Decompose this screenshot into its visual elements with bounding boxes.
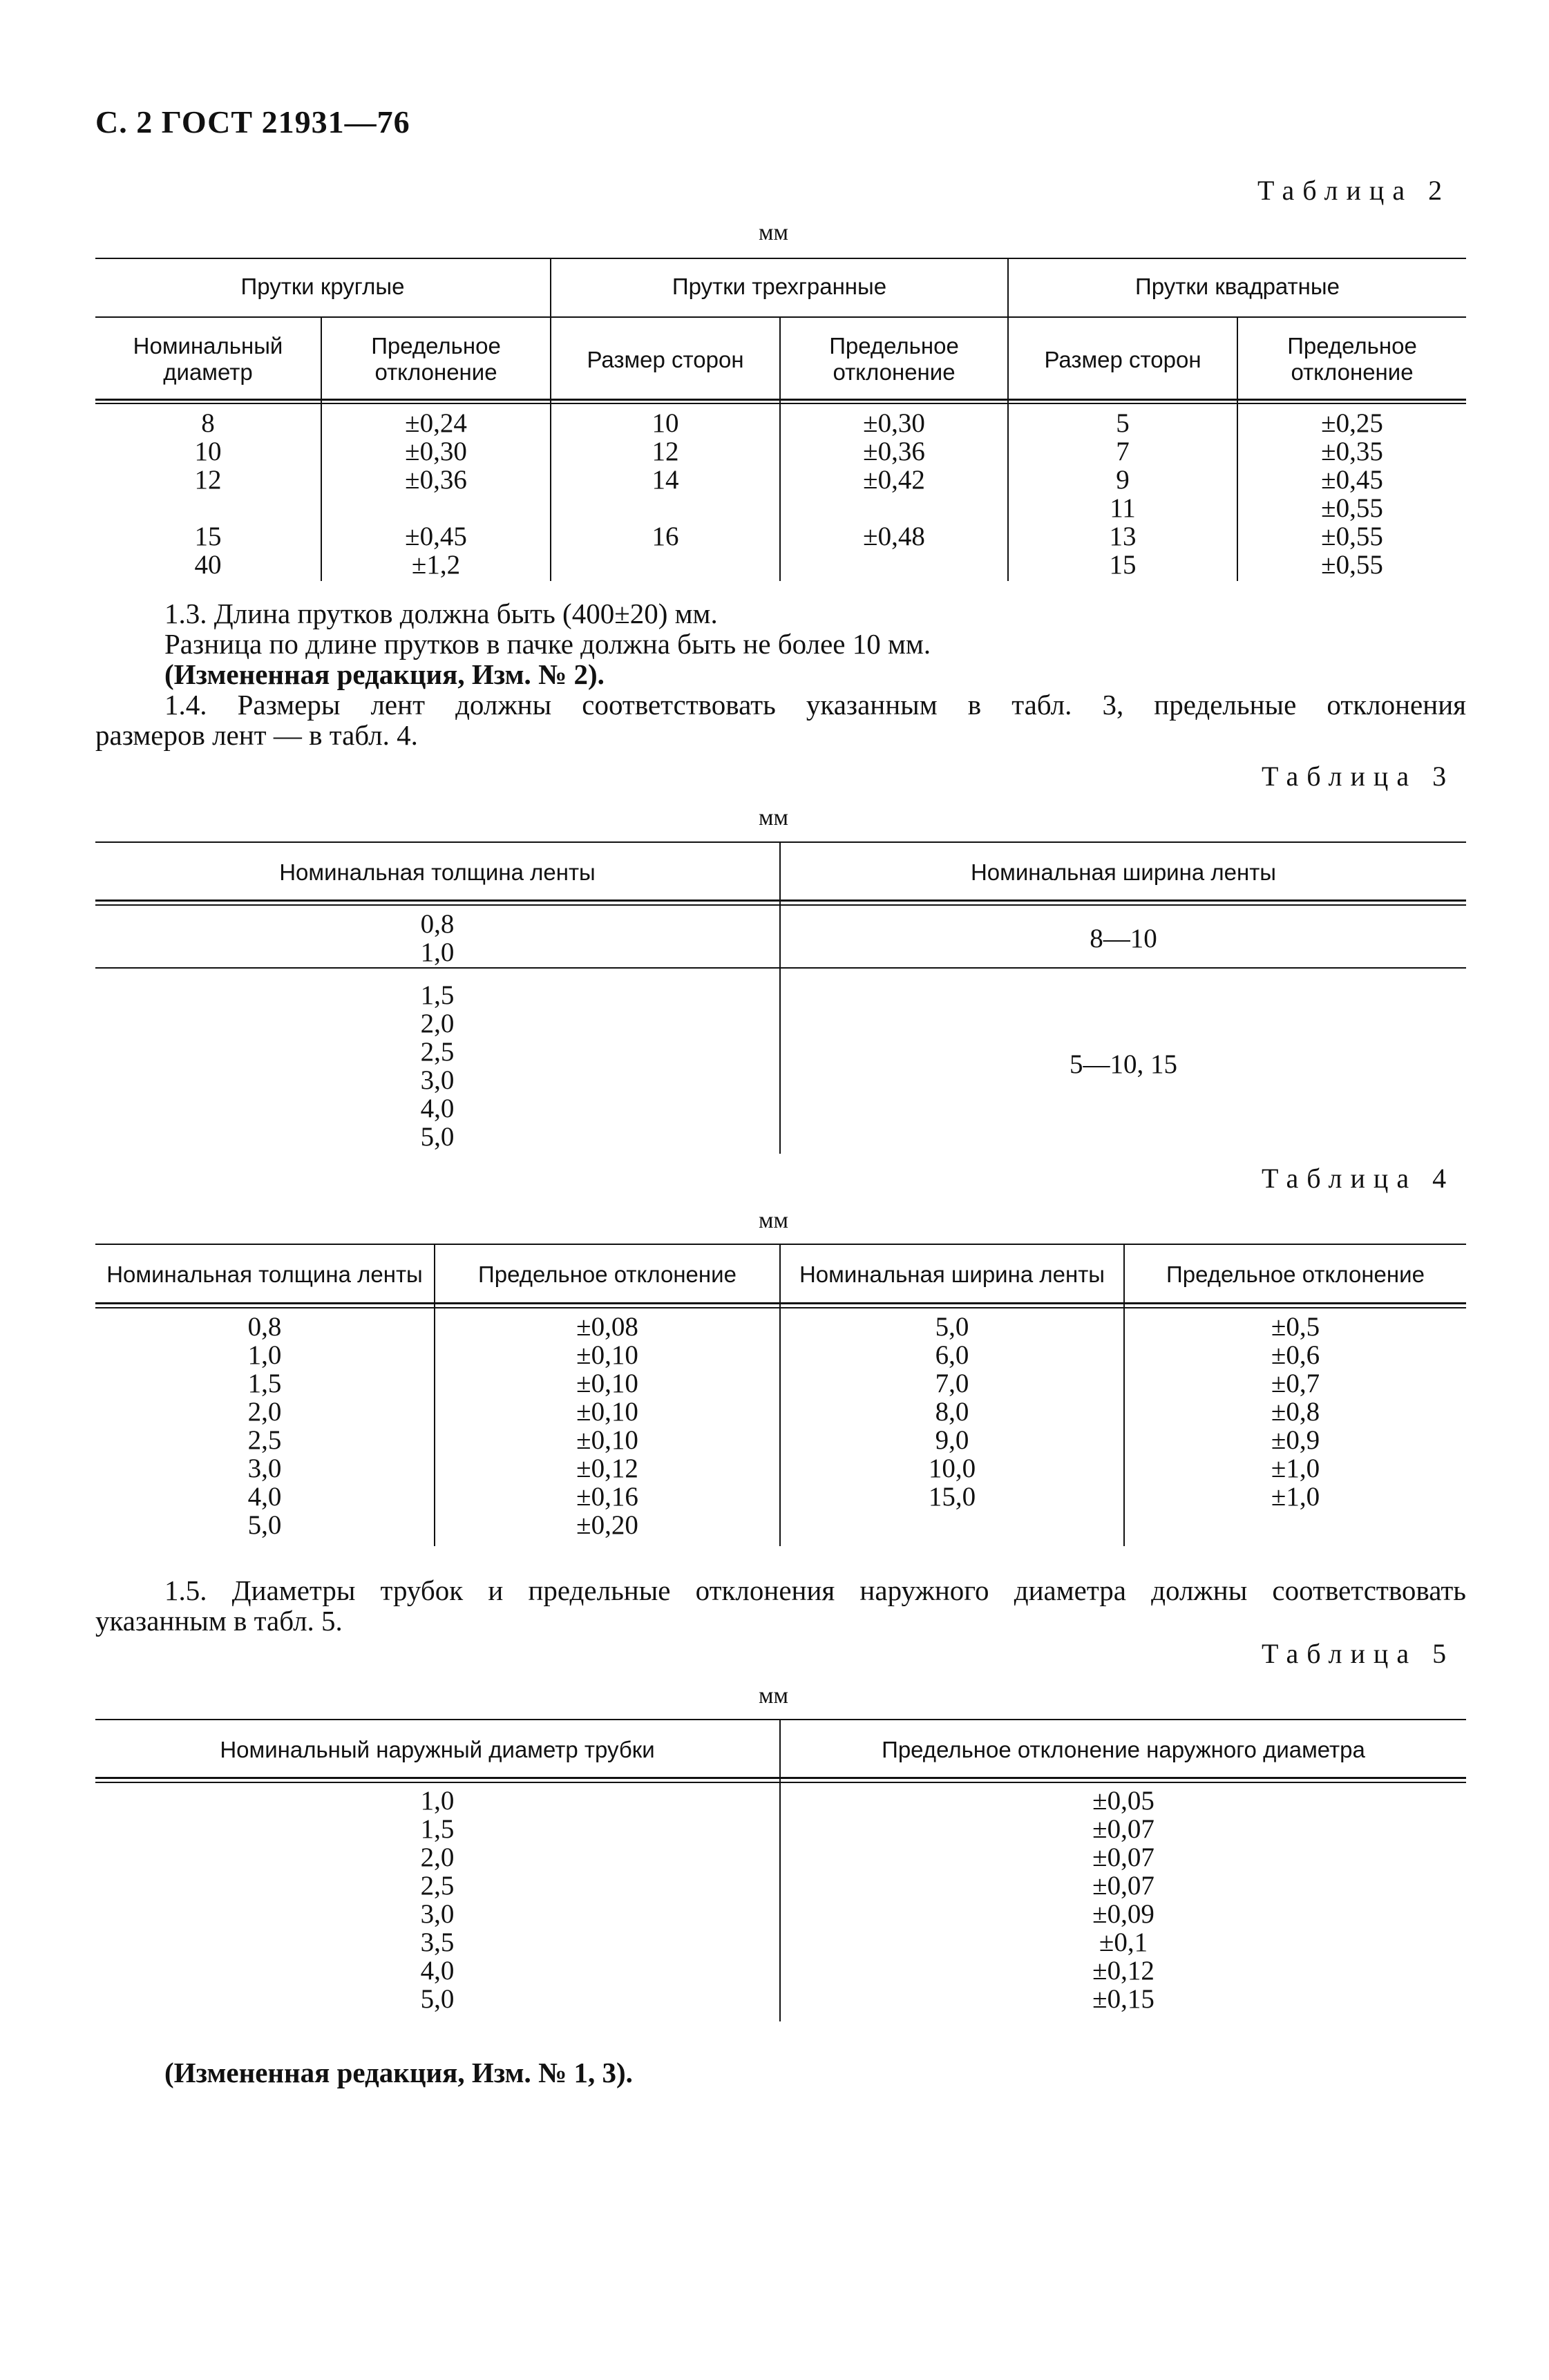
table2-header-col3: Размер сторон — [587, 347, 744, 372]
table2-header-col1: Номинальный диаметр — [133, 333, 283, 385]
table3-row1-width: 8—10 — [1090, 924, 1157, 953]
table3-vline — [779, 841, 781, 1154]
table4-caption: Таблица 4 — [1262, 1163, 1455, 1194]
table5-header-rule2 — [95, 1782, 1466, 1783]
table4-col-thickness: 0,8 1,0 1,5 2,0 2,5 3,0 4,0 5,0 — [247, 1312, 282, 1540]
table5-col-diameter: 1,0 1,5 2,0 2,5 3,0 3,5 4,0 5,0 — [420, 1786, 455, 2014]
table5-top-rule — [95, 1719, 1466, 1720]
table4-col-thickness-deviation: ±0,08 ±0,10 ±0,10 ±0,10 ±0,10 ±0,12 ±0,16 ±0,20 — [576, 1312, 638, 1540]
table2-header-rule — [95, 399, 1466, 401]
table5-caption: Таблица 5 — [1262, 1638, 1455, 1669]
table4-header-width-deviation: Предельное отклонение — [1166, 1262, 1425, 1287]
table3-caption: Таблица 3 — [1262, 761, 1455, 792]
table5-header-rule — [95, 1777, 1466, 1779]
table2-col-round-deviation: ±0,24 ±0,30 ±0,36 ±0,45 ±1,2 — [405, 408, 467, 580]
table2-group-rule — [95, 316, 1466, 318]
table2-header-col5: Размер сторон — [1044, 347, 1201, 372]
table2-header-col6: Предельное отклонение — [1287, 333, 1417, 385]
table2-group-round: Прутки круглые — [240, 274, 405, 299]
table2-header-rule2 — [95, 403, 1466, 404]
table4-header-rule — [95, 1302, 1466, 1304]
table3-header-thickness: Номинальная толщина ленты — [279, 859, 596, 885]
table4-header-width: Номинальная ширина ленты — [799, 1262, 1105, 1287]
table3-row-rule — [95, 967, 1466, 969]
table2-col-tri-deviation: ±0,30 ±0,36 ±0,42 ±0,48 — [863, 408, 925, 551]
table5-header-diameter: Номинальный наружный диаметр трубки — [220, 1737, 655, 1762]
table2-top-rule — [95, 258, 1466, 259]
table5-unit: мм — [759, 1683, 789, 1708]
table2-col-tri-side: 10 12 14 16 — [652, 408, 679, 551]
table5-col-deviation: ±0,05 ±0,07 ±0,07 ±0,07 ±0,09 ±0,1 ±0,12 ±0,15 — [1092, 1786, 1154, 2014]
table4-header-thickness: Номинальная толщина ленты — [106, 1262, 423, 1287]
table3-header-width: Номинальная ширина ленты — [970, 859, 1277, 885]
paragraph-1-4-line2: размеров лент — в табл. 4. — [95, 719, 418, 751]
paragraph-1-3: 1.3. Длина прутков должна быть (400±20) мм. — [164, 598, 718, 629]
paragraph-1-3-line2: Разница по длине прутков в пачке должна быть не более 10 мм. — [164, 628, 931, 660]
table4-header-rule2 — [95, 1307, 1466, 1308]
table4-unit: мм — [759, 1208, 789, 1233]
table3-header-rule — [95, 899, 1466, 902]
paragraph-1-5-line2: указанным в табл. 5. — [95, 1605, 343, 1637]
footer-amendment-note: (Измененная редакция, Изм. № 1, 3). — [164, 2057, 633, 2088]
table4-col-width: 5,0 6,0 7,0 8,0 9,0 10,0 15,0 — [928, 1312, 976, 1512]
table2-header-col4: Предельное отклонение — [829, 333, 959, 385]
table2-col-square-side: 5 7 9 11 13 15 — [1109, 408, 1137, 580]
table3-row2-thickness: 1,5 2,0 2,5 3,0 4,0 5,0 — [420, 980, 455, 1152]
table2-col-round-diameter: 8 10 12 15 40 — [194, 408, 222, 580]
table4-col-width-deviation: ±0,5 ±0,6 ±0,7 ±0,8 ±0,9 ±1,0 ±1,0 — [1271, 1312, 1320, 1512]
table5-header-deviation: Предельное отклонение наружного диаметра — [882, 1737, 1365, 1762]
table3-unit: мм — [759, 805, 789, 830]
table2-col-square-deviation: ±0,25 ±0,35 ±0,45 ±0,55 ±0,55 ±0,55 — [1321, 408, 1383, 580]
paragraph-1-5: 1.5. Диаметры трубок и предельные отклонения наружного диаметра должны соответствовать — [164, 1574, 1466, 1606]
table2-group-square: Прутки квадратные — [1135, 274, 1340, 299]
table2-caption: Таблица 2 — [1257, 175, 1451, 206]
table4-header-thickness-deviation: Предельное отклонение — [478, 1262, 737, 1287]
table2-header-col2: Предельное отклонение — [371, 333, 501, 385]
table4-top-rule — [95, 1244, 1466, 1245]
table2-unit: мм — [759, 220, 789, 245]
page-header: С. 2 ГОСТ 21931—76 — [95, 104, 410, 140]
table3-top-rule — [95, 841, 1466, 843]
amendment-note: (Измененная редакция, Изм. № 2). — [164, 658, 605, 690]
table2-group-triangular: Прутки трехгранные — [672, 274, 887, 299]
table3-row1-thickness: 0,8 1,0 — [420, 909, 455, 967]
table3-header-rule2 — [95, 904, 1466, 906]
paragraph-1-4: 1.4. Размеры лент должны соответствовать указанным в табл. 3, предельные отклонения — [164, 689, 1466, 721]
table3-row2-width: 5—10, 15 — [1070, 1049, 1177, 1079]
